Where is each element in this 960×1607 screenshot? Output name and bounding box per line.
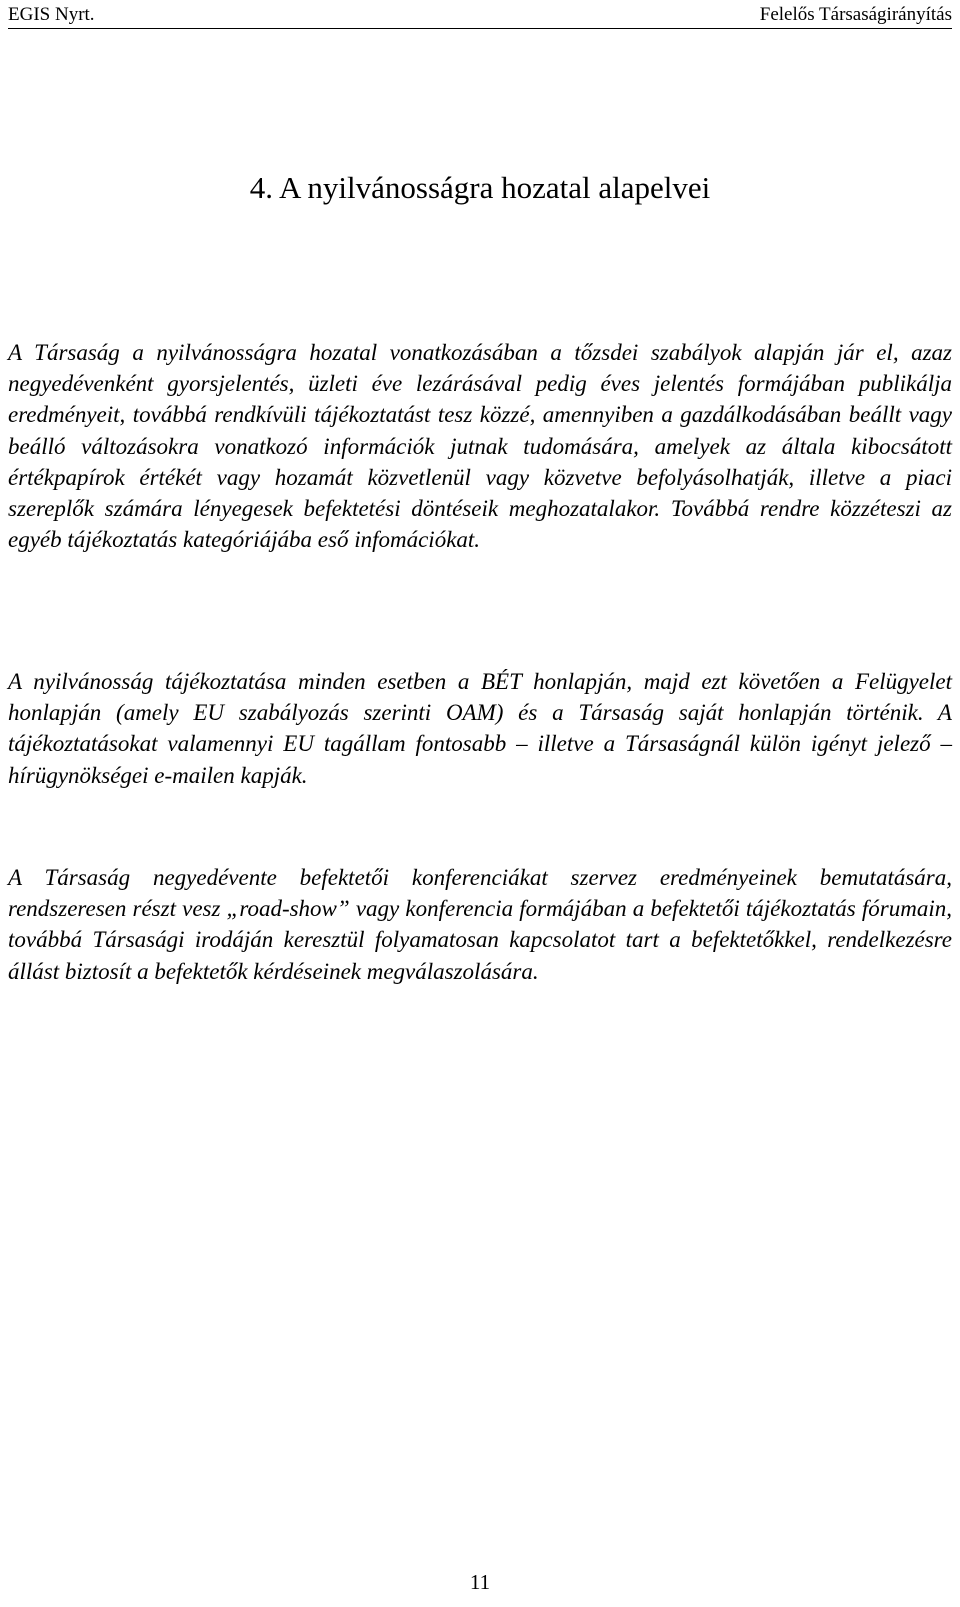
paragraph-text: A nyilvánosság tájékoztatása minden esetben a BÉT honlapján, majd ezt követően a Felügyelet honlapján (amely EU szabályozás szerinti OAM) és a Társaság saját honlapján történik. [8, 669, 952, 726]
header-company: EGIS Nyrt. [8, 4, 95, 25]
page-number: 11 [469, 1570, 491, 1594]
paragraph-text: A Társaság negyedévente befektetői konferenciákat szervez eredményeinek bemutatására, rendszeresen részt vesz „road-show” vagy konferencia formájában a befektetői tájékoztatás fórumain, továbbá Társasági irodáján keresztül folyamatosan kapcsolatot tart a befektetőkkel, rendelkezésre állást biztosít a befektetők kérdéseinek megválaszolására. [8, 865, 952, 984]
paragraph-text: A tájékoztatásokat valamennyi EU tagállam fontosabb – illetve a Társaságnál külön igényt jelező – hírügynökségei e-mailen kapják. [8, 700, 952, 788]
paragraph-investor-relations [8, 862, 952, 987]
section-title: 4. A nyilvánosságra hozatal alapelvei [249, 170, 711, 205]
header-section: Felelős Társaságirányítás [759, 4, 952, 25]
page-header [8, 2, 952, 29]
paragraph-text: Továbbá rendre közzéteszi az egyéb tájékoztatás kategóriájába eső infomációkat. [8, 496, 952, 553]
paragraph-publication-channels [8, 666, 952, 791]
paragraph-disclosure-rules [8, 337, 952, 555]
paragraph-text: A Társaság a nyilvánosságra hozatal vonatkozásában a tőzsdei szabályok alapján jár el, azaz negyedévenként gyorsjelentés, üzleti éve lezárásával pedig éves jelentés formájában publikálja eredményeit, továbbá rendkívüli tájékoztatást tesz közzé, amennyiben a gazdálkodásában beállt vagy beálló változásokra vonatkozó információk jutnak tudomására, amelyek az általa kibocsátott értékpapírok értékét vagy hozamát közvetlenül vagy közvetve befolyásolhatják, illetve a piaci szereplők számára lényegesek befektetési döntéseik meghozatalakor. [8, 340, 952, 522]
